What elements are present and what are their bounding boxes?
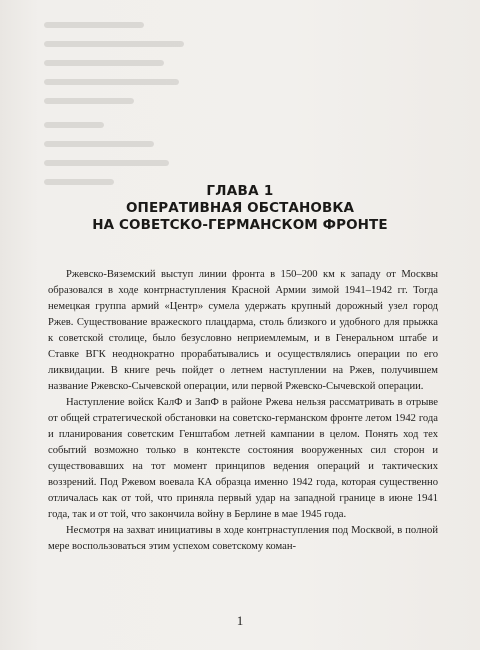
chapter-title-line-1: ОПЕРАТИВНАЯ ОБСТАНОВКА bbox=[125, 200, 355, 216]
paragraph-3: Несмотря на захват инициативы в ходе контрнаступления под Москвой, в полной мере воспользоваться этим успехом советскому коман- bbox=[48, 525, 438, 552]
chapter-title-line-2: НА СОВЕТСКО-ГЕРМАНСКОМ ФРОНТЕ bbox=[92, 217, 388, 233]
chapter-heading bbox=[0, 183, 480, 234]
bleed-through-text bbox=[44, 22, 194, 198]
paragraph-1: Ржевско-Вяземский выступ линии фронта в 150–200 км к западу от Москвы образовался в ходе контрнаступления Красной Армии зимой 1941–1942 гг. Тогда немецкая группа армий «Центр» сумела удержать крупный дорожный узел город Ржев. Существование вражеского плацдарма, столь близкого и удобного для прыжка к советской столице, было безусловно неприемлемым, и в Генеральном штабе и Ставке ВГК неоднократно прорабатывались и осуществлялись операции по его ликвидации. В книге речь пойдет о летнем наступлении на Ржев, получившем название Ржевско-Сычевской операции, или первой Ржевско-Сычевской операции. bbox=[48, 269, 438, 392]
chapter-number: ГЛАВА 1 bbox=[206, 183, 274, 199]
body-text bbox=[48, 267, 438, 555]
paragraph-2: Наступление войск КалФ и ЗапФ в районе Ржева нельзя рассматривать в отрыве от общей стратегической обстановки на советско-германском фронте летом 1942 года и планирования советским Генштабом летней кампании в целом. Понять ход тех событий возможно только в контексте состояния вооруженных сил сторон и существовавших на тот момент принципов ведения операций и тактических воззрений. Под Ржевом воевала КА образца именно 1942 года, которая существенно отличалась как от той, что приняла первый удар на западной границе в июне 1941 года, так и от той, что закончила войну в Берлине в мае 1945 года. bbox=[48, 397, 438, 520]
page-number: 1 bbox=[236, 613, 244, 628]
